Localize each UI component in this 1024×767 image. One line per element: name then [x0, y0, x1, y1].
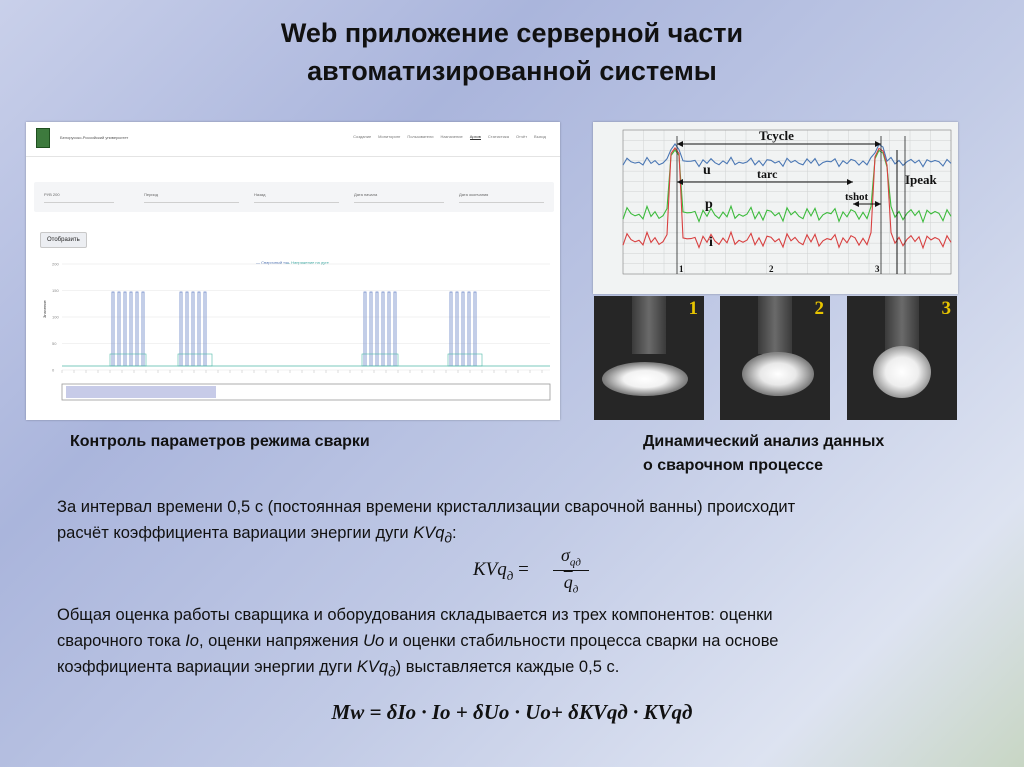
current-spike	[192, 292, 194, 366]
p1-kvq: KVq	[413, 524, 445, 542]
p2-text-b: , оценки напряжения	[198, 632, 364, 650]
current-spike	[364, 292, 366, 366]
oscillogram-chart	[593, 122, 958, 294]
current-spike	[204, 292, 206, 366]
current-spike	[180, 292, 182, 366]
label-u: u	[703, 163, 711, 178]
kvq-formula-fraction	[553, 545, 589, 595]
formula-kvq-sub: д	[506, 567, 514, 583]
p1-kvq-sub: д	[444, 530, 452, 546]
p2-line-2	[57, 628, 977, 654]
weld-frame-1	[594, 296, 704, 420]
voltage-segment	[110, 354, 146, 366]
caption-right	[643, 430, 884, 478]
voltage-segment	[448, 354, 482, 366]
app-signal-chart	[26, 258, 560, 420]
title-line-1: Web приложение серверной части	[280, 18, 744, 48]
p2-kvq-sub: д	[388, 664, 396, 680]
nav-item[interactable]: Пользователи	[407, 134, 434, 139]
torch-shape	[632, 296, 666, 354]
p2-text-e: ) выставляется каждые 0,5 с.	[395, 658, 620, 676]
p2-kvq: KVq	[356, 658, 389, 676]
filter-date-end[interactable]: Дата окончания	[459, 192, 544, 203]
current-spike	[376, 292, 378, 366]
marker-label-1: 1	[679, 264, 684, 274]
nav-item[interactable]: Отчёт	[515, 134, 528, 139]
mw-formula: Mw = δIо · Iо + δUо · Uо+ δKVqд · KVqд	[331, 700, 693, 724]
y-tick-label: 150	[52, 288, 59, 293]
university-logo-icon	[36, 128, 50, 148]
filter-back[interactable]: Назад	[254, 192, 339, 203]
show-button[interactable]: Отобразить	[40, 232, 87, 248]
y-tick-label: 0	[52, 367, 55, 373]
tcycle-arrow-head-left	[677, 141, 683, 147]
caption-right-line-2: о сварочном процессе	[643, 457, 824, 474]
label-i: i	[709, 235, 713, 250]
app-nav	[353, 134, 546, 140]
app-brand: Белорусско-Российский университет	[60, 135, 129, 140]
formula-equals: =	[518, 559, 529, 580]
frame-number: 2	[814, 298, 824, 319]
label-tarc: tarc	[757, 167, 778, 181]
frame-number: 1	[688, 298, 698, 319]
formula-qbar-sub: д	[572, 583, 579, 596]
nav-item[interactable]: Мониторинг	[378, 134, 401, 139]
current-spike	[394, 292, 396, 366]
p2-line-3	[57, 654, 977, 685]
p1-colon: :	[452, 524, 457, 542]
nav-item[interactable]: Архив	[469, 134, 481, 139]
current-spike	[474, 292, 476, 366]
legend-voltage: — Напряжение на дуге	[286, 260, 329, 265]
voltage-segment	[362, 354, 398, 366]
range-selector-window	[66, 386, 216, 398]
nav-item[interactable]: Назначение	[440, 134, 463, 139]
current-spike	[382, 292, 384, 366]
current-spike	[462, 292, 464, 366]
filter-date-start[interactable]: Дата начала	[354, 192, 444, 203]
caption-left: Контроль параметров режима сварки	[70, 433, 370, 450]
p2-text-a: сварочного тока	[57, 632, 186, 650]
web-app-screenshot	[26, 122, 560, 420]
droplet-glow	[873, 346, 931, 398]
tarc-arrow-head-right	[847, 179, 853, 185]
slide-title	[0, 14, 1024, 90]
p1-text: расчёт коэффициента вариации энергии дуги	[57, 524, 414, 542]
formula-sigma-sub: qд	[569, 556, 581, 569]
arc-glow	[602, 362, 688, 396]
oscillogram	[593, 122, 958, 294]
current-spike	[198, 292, 200, 366]
current-spike	[388, 292, 390, 366]
current-spike	[186, 292, 188, 366]
p2-uo: Uo	[363, 632, 385, 650]
label-ipeak: Ipeak	[905, 172, 937, 187]
marker-label-2: 2	[769, 264, 774, 274]
caption-right-line-1: Динамический анализ данных	[643, 433, 885, 450]
voltage-segment	[178, 354, 212, 366]
label-tshot: tshot	[845, 191, 869, 203]
filter-bar	[34, 182, 554, 212]
current-spike	[136, 292, 138, 366]
weld-frame-2	[720, 296, 830, 420]
current-spike	[468, 292, 470, 366]
marker-label-3: 3	[875, 264, 880, 274]
arc-glow	[742, 352, 814, 396]
paragraph-2	[57, 602, 977, 685]
legend-current: — Сварочный ток	[256, 260, 289, 265]
y-axis-label: Значение	[42, 300, 47, 318]
paragraph-1	[57, 494, 977, 551]
current-spike	[450, 292, 452, 366]
p2-line-1: Общая оценка работы сварщика и оборудования складывается из трех компонентов: оценки	[57, 606, 773, 624]
current-spike	[124, 292, 126, 366]
current-spike	[456, 292, 458, 366]
p2-text-c: и оценки стабильности процесса сварки на основе	[384, 632, 779, 650]
filter-device[interactable]: РУВ 200	[44, 192, 114, 203]
current-spike	[142, 292, 144, 366]
current-spike	[112, 292, 114, 366]
filter-period[interactable]: Период	[144, 192, 239, 203]
formula-kvq: KVq	[473, 559, 507, 580]
nav-item[interactable]: Выход	[534, 134, 546, 139]
p1-line-2	[57, 520, 977, 551]
torch-shape	[758, 296, 792, 354]
y-tick-label: 100	[52, 314, 59, 320]
label-tcycle: Tcycle	[759, 128, 794, 143]
app-header	[26, 122, 560, 157]
label-p: p	[705, 197, 713, 212]
current-spike	[370, 292, 372, 366]
p1-line-1: За интервал времени 0,5 с (постоянная времени кристаллизации сварочной ванны) происходит	[57, 498, 796, 516]
fraction-bar	[553, 570, 589, 571]
formula-qbar: $\overline{q}$	[563, 571, 573, 592]
y-tick-label: 200	[52, 261, 59, 267]
title-line-2: автоматизированной системы	[307, 56, 717, 86]
formula-numerator	[553, 545, 589, 569]
frame-number: 3	[941, 298, 951, 319]
formula-denominator	[553, 572, 589, 596]
kvq-formula-lhs	[473, 559, 529, 584]
p2-io: Io	[185, 632, 199, 650]
p2-text-d: коэффициента вариации энергии дуги	[57, 658, 357, 676]
nav-item[interactable]: Создание	[353, 134, 372, 139]
current-spike	[118, 292, 120, 366]
weld-frame-3	[847, 296, 957, 420]
y-tick-label: 50	[52, 341, 57, 346]
current-spike	[130, 292, 132, 366]
formula-sigma: σ	[561, 545, 570, 565]
nav-item[interactable]: Статистика	[487, 134, 509, 139]
